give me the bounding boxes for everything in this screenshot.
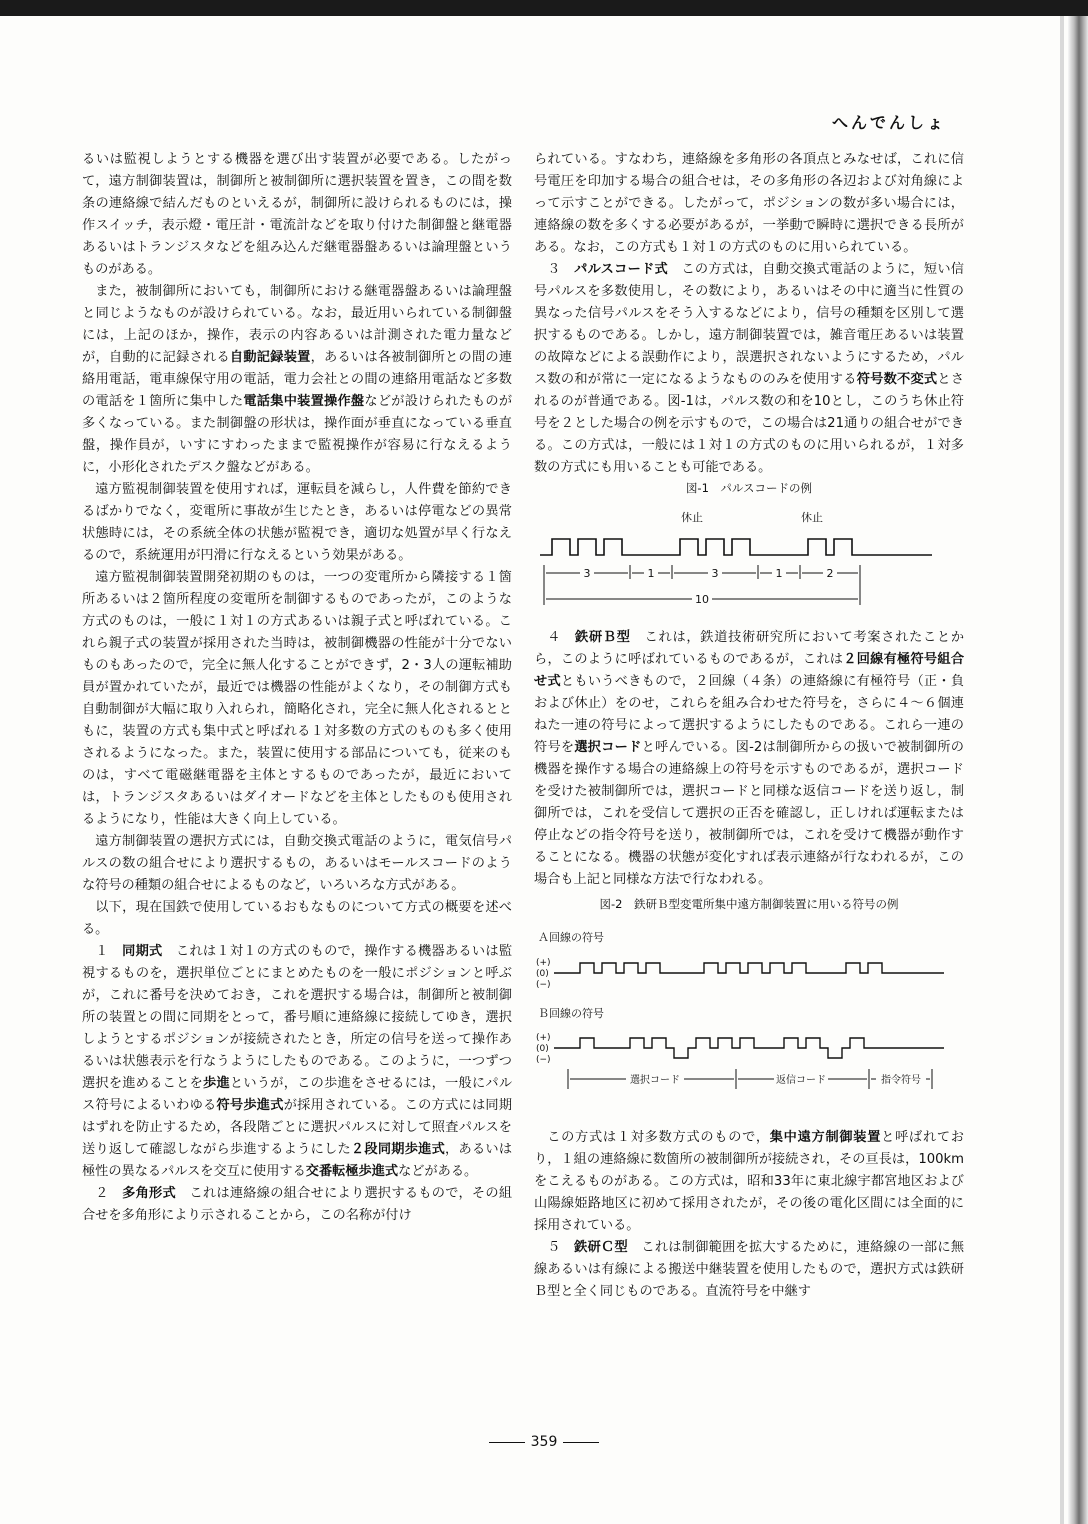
scan-top-border: [0, 0, 1088, 16]
body-paragraph: １ 同期式 これは１対１の方式のもので，操作する機器あるいは監視するものを，選択単位ごとにまとめたものを一般にポジションと呼ぶが，これに番号を決めておき，これを選択する場合は，制御所と被制御所の装置との間に同期をとって，番号順に連絡線に接続してゆき，選択しようとするポジションが接続されたとき，所定の信号を送って操作あるいは状態表示を行なうようにしたものである。このように，一つずつ選択を進めることを歩進というが，この歩進をさせるには，一般にパルス符号によるいわゆる符号歩進式が採用されている。この方式には同期はずれを防止するため，各段階ごとに選択パルスに対して照査パルスを送り返して確認しながら歩進するようにした２段同期歩進式，あるいは極性の異なるパルスを交互に使用する交番転極歩進式などがある。: [82, 944, 513, 1179]
line-a-waveform: [554, 963, 944, 973]
line-a-level-minus: (−): [536, 980, 551, 990]
body-paragraph: 遠方制御装置の選択方式には，自動交換式電話のように，電気信号パルスの数の組合せにより選択するもの，あるいはモールスコードのような符号の種類の組合せによるものなど，いろいろな方式がある。: [82, 834, 512, 893]
body-paragraph: られている。すなわち，連絡線を多角形の各頂点とみなせば，これに信号電圧を印加する場合の組合せは，その多角形の各辺および対角線によって示すことができる。したがって，ポジションの数が多い場合には，連絡線の数を多くする必要があるが，一挙動で瞬時に選択できる長所がある。なお，この方式も１対１の方式のものに用いられている。: [534, 152, 964, 255]
scan-page-edge-line: [1060, 16, 1064, 1524]
body-paragraph: ４ 鉄研Ｂ型 これは，鉄道技術研究所において考案されたことから，このように呼ばれているものであるが，これは２回線有極符号組合せ式ともいうべきもので，２回線（４条）の連絡線に有極符号（正・負および休止）をのせ，これらを組み合わせた符号を，さらに４～６個連ねた一連の符号によって選択するようにしたものである。これら一連の符号を選択コードと呼んでいる。図-2は制御所からの扱いで被制御所の機器を操作する場合の連絡線上の符号を示すものであるが，選択コードを受けた被制御所では，選択コードと同様な返信コードを送り返し，制御所では，これを受信して選択の正否を確認し，正しければ運転または停止などの指令符号を送り，被制御所では，これを受けて機器が動作することになる。機器の状態が変化すれば表示連絡が行なわれるが，この場合も上記と同様な方法で行なわれる。: [534, 630, 965, 887]
line-b-level-minus: (−): [536, 1055, 551, 1065]
body-paragraph: また，被制御所においても，制御所における継電器盤あるいは論理盤と同じようなものが設けられている。なお，最近用いられている制御盤には，上記のほか，操作，表示の内容あるいは計測された電力量などが，自動的に記録される自動記録装置，あるいは各被制御所との間の連絡用電話，電車線保守用の電話，電力会社との間の連絡用電話など多数の電話を１箇所に集中した電話集中装置操作盤などが設けられたものが多くなっている。また制御盤の形状は，操作面が垂直になっている垂直盤，操作員が，いすにすわったままで監視操作が容易に行なえるように，小形化されたデスク盤などがある。: [82, 284, 513, 475]
page-number-rule-right: [563, 1442, 599, 1443]
total-dimension-label: 10: [695, 593, 709, 606]
figure-1: [534, 479, 964, 611]
figure-1-caption: 図-1 パルスコードの例: [685, 481, 813, 495]
pause-label-2: 休止: [801, 511, 823, 524]
running-head: へんでんしょ: [831, 113, 946, 132]
right-column-top: [534, 149, 964, 479]
figure-2-caption: 図-2 鉄研Ｂ型変電所集中遠方制御装置に用いる符号の例: [599, 897, 899, 911]
reply-code-label: 返信コード: [776, 1075, 826, 1086]
select-code-label: 選択コード: [630, 1075, 680, 1086]
right-column-mid: [534, 627, 964, 891]
body-paragraph: この方式は１対多数方式のもので，集中遠方制御装置と呼ばれており，１組の連絡線に数箇所の被制御所が接続され，その亘長は，100kmをこえるものがある。この方式は，昭和33年に東北線宇都宮地区および山陽線姫路地区に初めて採用されたが，その後の電化区間には全面的に採用されている。: [534, 1130, 964, 1233]
body-paragraph: ５ 鉄研Ｃ型 これは制御範囲を拡大するために，連絡線の一部に無線あるいは有線による搬送中継装置を使用したもので，選択方式は鉄研Ｂ型と全く同じものである。直流符号を中継す: [534, 1240, 965, 1299]
body-paragraph: 以下，現在国鉄で使用しているおもなものについて方式の概要を述べる。: [82, 900, 512, 937]
scan-binding-edge: [1068, 16, 1088, 1524]
right-column: [534, 149, 964, 1303]
body-paragraph: ２ 多角形式 これは連絡線の組合せにより選択するもので，その組合せを多角形により示されることから，この名称が付け: [82, 1186, 513, 1223]
body-paragraph: るいは監視しようとする機器を選び出す装置が必要である。したがって，遠方制御装置は，制御所と被制御所に選択装置を置き，この間を数条の連絡線で結んだものといえるが，制御所に設けられるものには，操作スイッチ，表示燈・電圧計・電流計などを取り付けた制御盤と継電器あるいはトランジスタなどを組み込んだ継電器盤あるいは論理盤というものがある。: [82, 152, 512, 277]
dimension-label: 3: [711, 567, 719, 580]
polar-code-diagram: [534, 921, 964, 1101]
page-number-value: 359: [530, 1434, 558, 1450]
line-a-label: Ａ回線の符号: [538, 931, 604, 944]
line-b-level-zero: (0): [536, 1044, 549, 1054]
figure-2: [534, 895, 964, 1101]
line-b-waveform: [554, 1038, 944, 1058]
line-a-level-plus: (+): [536, 958, 551, 968]
dimension-label: 2: [826, 567, 834, 580]
line-a-level-zero: (0): [536, 969, 549, 979]
command-code-label: 指令符号: [881, 1075, 921, 1086]
body-paragraph: 遠方監視制御装置を使用すれば，運転員を減らし，人件費を節約できるばかりでなく，変電所に事故が生じたとき，あるいは停電などの異常状態時には，その系統全体の状態が監視でき，適切な処置が早く行なえるので，系統運用が円滑に行なえるという効果がある。: [82, 482, 512, 563]
pulse-waveform: [540, 539, 932, 555]
dimension-label: 1: [647, 567, 655, 580]
line-b-label: Ｂ回線の符号: [538, 1007, 604, 1020]
dimension-label: 3: [583, 567, 591, 580]
left-column: [82, 149, 512, 1227]
page-number-rule-left: [489, 1442, 525, 1443]
pause-label-1: 休止: [681, 511, 703, 524]
pulse-code-diagram: [540, 503, 932, 611]
page-number: [0, 1434, 1088, 1450]
right-column-bottom: [534, 1127, 964, 1303]
line-b-level-plus: (+): [536, 1033, 551, 1043]
pulse-count-dimensions: [544, 565, 860, 606]
dimension-label: 1: [775, 567, 783, 580]
body-paragraph: ３ パルスコード式 この方式は，自動交換式電話のように，短い信号パルスを多数使用し，その数により，あるいはその中に適当に性質の異なった信号パルスをそう入するなどにより，信号の種類を区別して選択するものである。しかし，遠方制御装置では，雑音電圧あるいは装置の故障などによる誤動作により，誤選択されないようにするため，パルス数の和が常に一定になるようなもののみを使用する符号数不変式とされるのが普通である。図-1は，パルス数の和を10とし，このうち休止符号を２とした場合の例を示すもので，この場合は21通りの組合せができる。この方式は，一般には１対１の方式のものに用いられるが，１対多数の方式にも用いることも可能である。: [534, 262, 965, 475]
code-span-arrows: [568, 1069, 932, 1089]
body-paragraph: 遠方監視制御装置開発初期のものは，一つの変電所から隣接する１箇所あるいは２箇所程度の変電所を制御するものであったが，このような方式のものは，一般に１対１の方式あるいは親子式と呼ばれている。これら親子式の装置が採用された当時は，被制御機器の性能が十分でないものもあったので，完全に無人化することができず，2・3人の運転補助員が置かれていたが，最近では機器の性能がよくなり，その制御方式も自動制御が大幅に取り入れられ，簡略化され，完全に無人化されるとともに，装置の方式も集中式と呼ばれる１対多数の方式のものも多く使用されるようになった。また，装置に使用する部品についても，従来のものは，すべて電磁継電器を主体とするものであったが，最近においては，トランジスタあるいはダイオードなどを主体としたものも使用されるようになり，性能は大きく向上している。: [82, 570, 512, 827]
